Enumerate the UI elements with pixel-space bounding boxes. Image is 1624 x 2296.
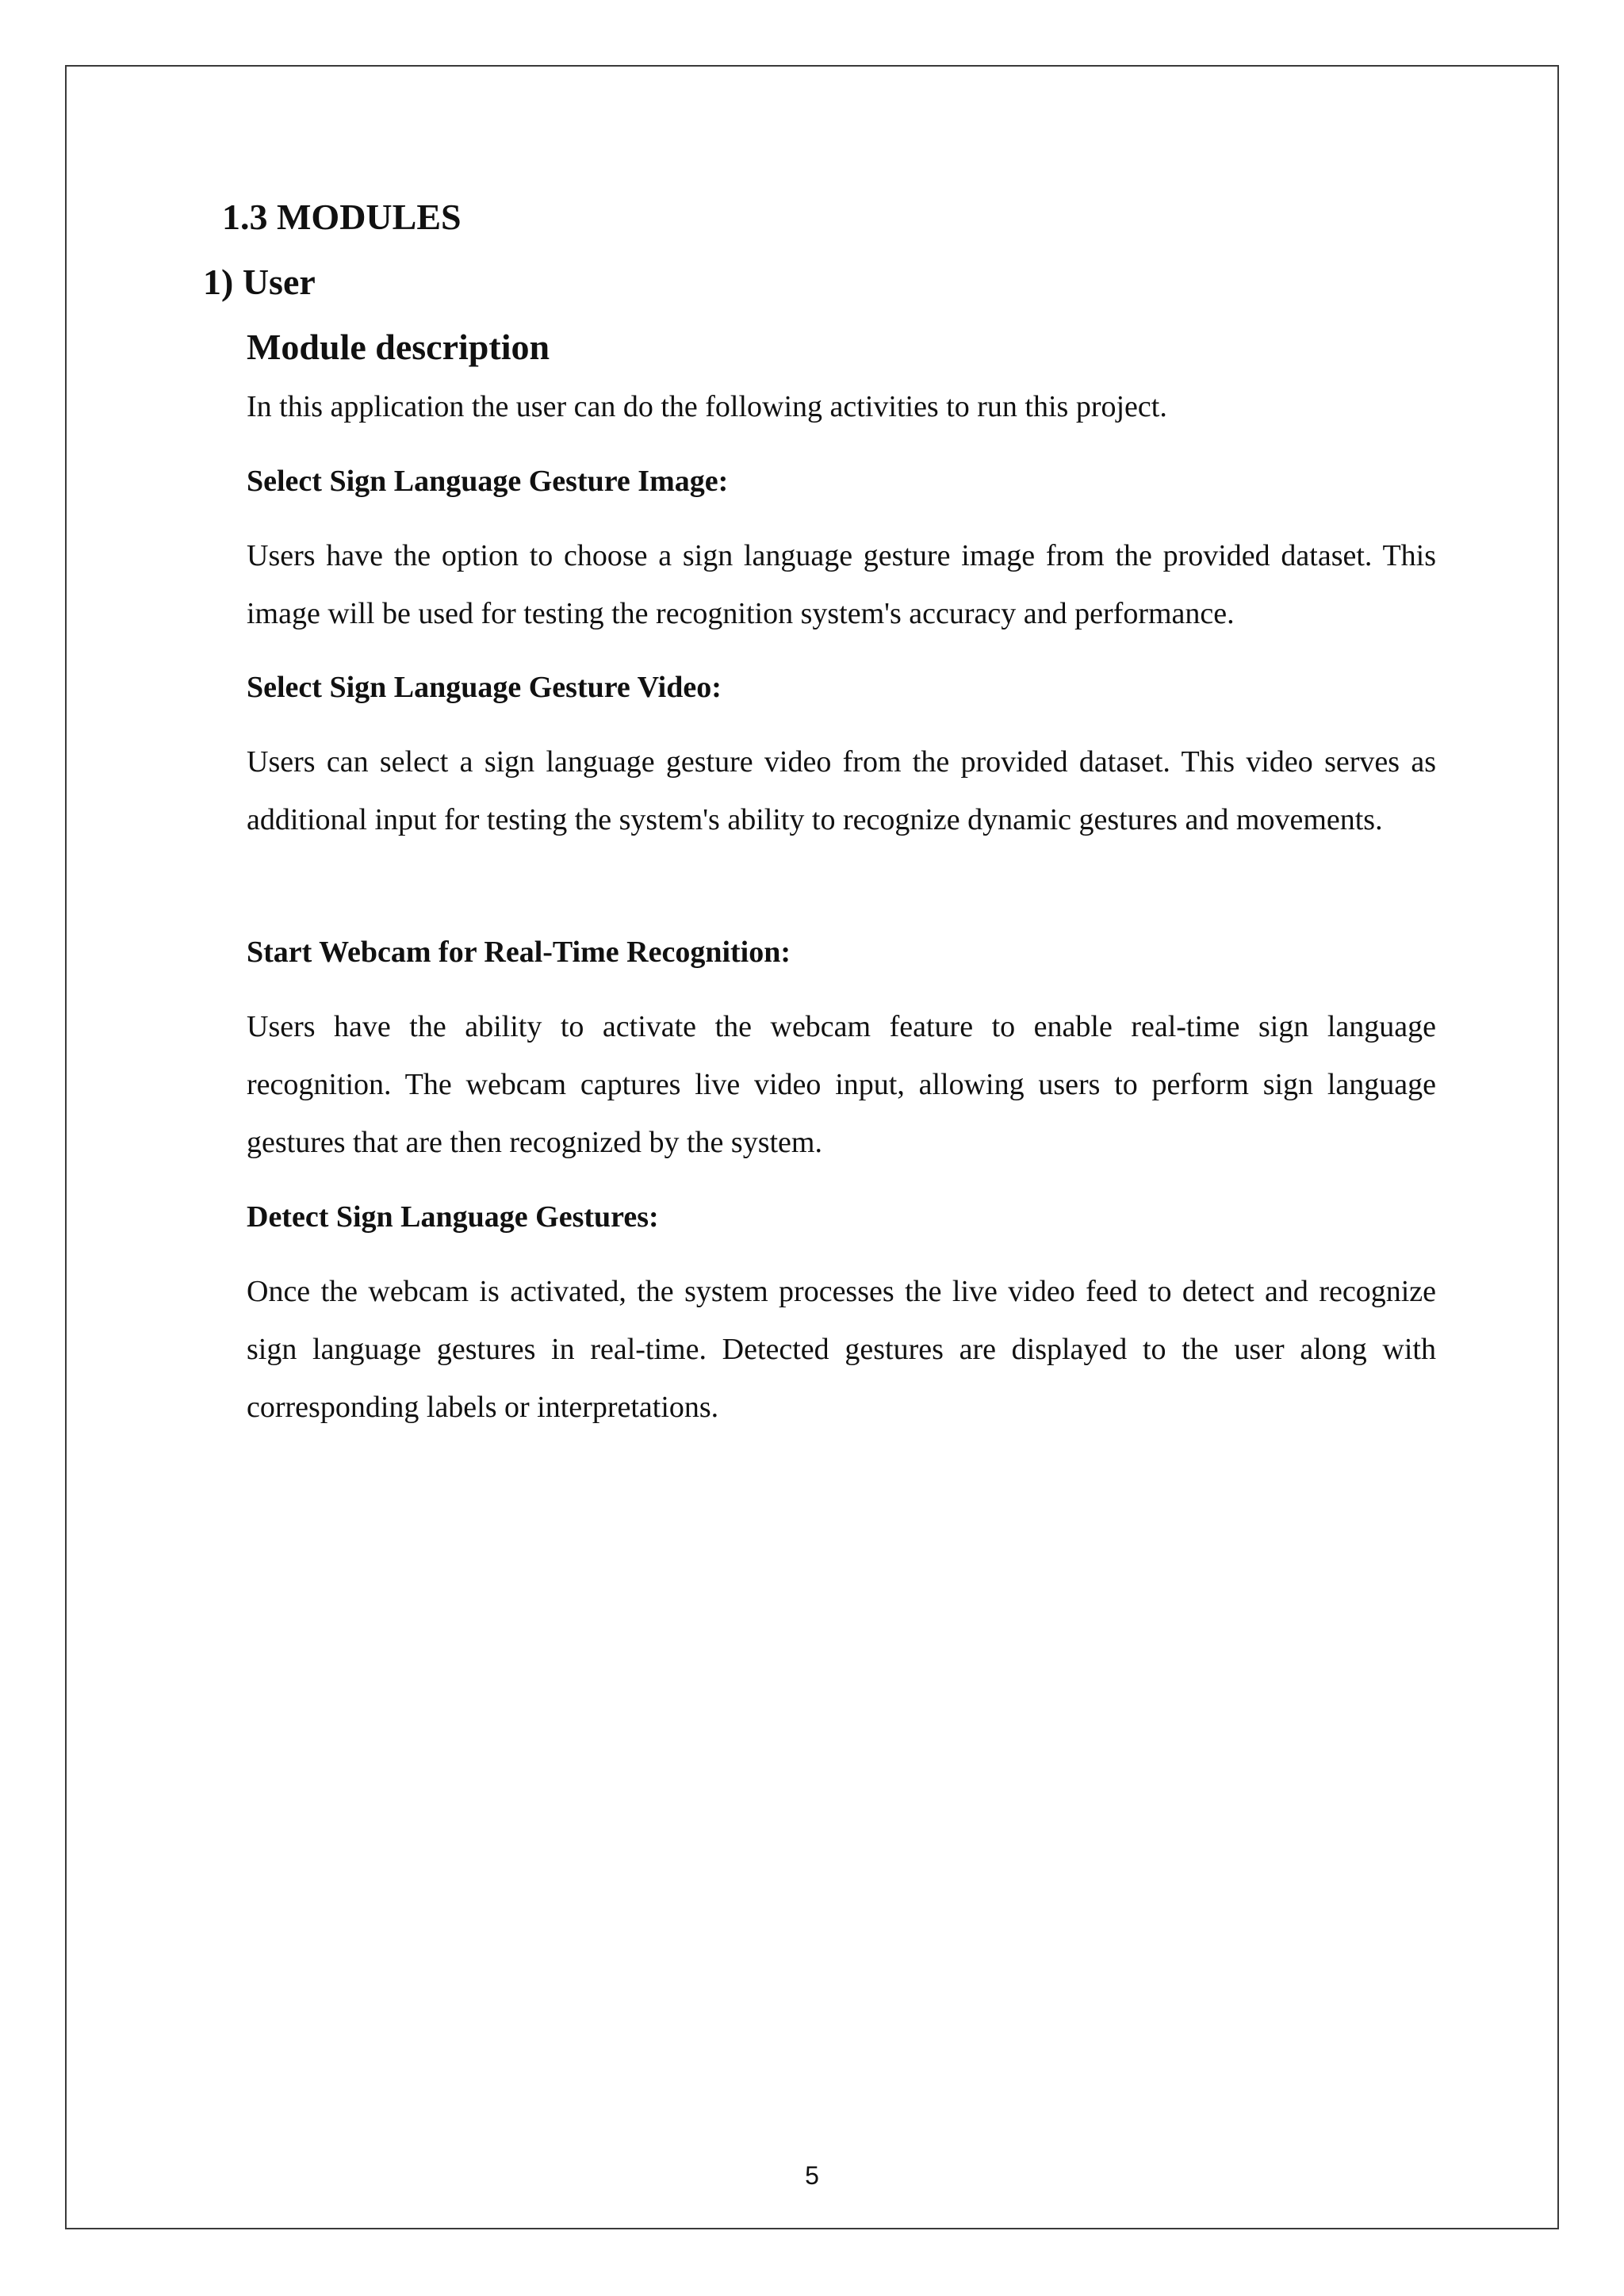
item-text-webcam: Users have the ability to activate the webcam feature to enable real-time sign language recognition. The webcam captures live video input, allowing users to perform sign language gestures that are then recognized by the system. (247, 1010, 1436, 1159)
item-text-image: Users have the option to choose a sign language gesture image from the provided dataset. This image will be used for testing the recognition system's accuracy and performance. (247, 539, 1436, 630)
item-heading-video: Select Sign Language Gesture Video: (247, 671, 722, 704)
item-text-video: Users can select a sign language gesture video from the provided dataset. This video serves as additional input for testing the system's ability to recognize dynamic gestures and movements. (247, 745, 1436, 836)
section-title: 1.3 MODULES (222, 197, 462, 237)
module-description-heading: Module description (247, 327, 550, 367)
item-text-detect: Once the webcam is activated, the system processes the live video feed to detect and recognize sign language gestures in real-time. Detected gestures are displayed to the user along with corresponding labels or interpretations. (247, 1275, 1436, 1424)
item-heading-image: Select Sign Language Gesture Image: (247, 465, 729, 498)
subsection-title: 1) User (203, 262, 316, 302)
item-heading-webcam: Start Webcam for Real-Time Recognition: (247, 936, 791, 969)
item-heading-detect: Detect Sign Language Gestures: (247, 1200, 659, 1234)
intro-paragraph: In this application the user can do the following activities to run this project. (247, 390, 1167, 423)
page-number: 5 (805, 2161, 819, 2190)
